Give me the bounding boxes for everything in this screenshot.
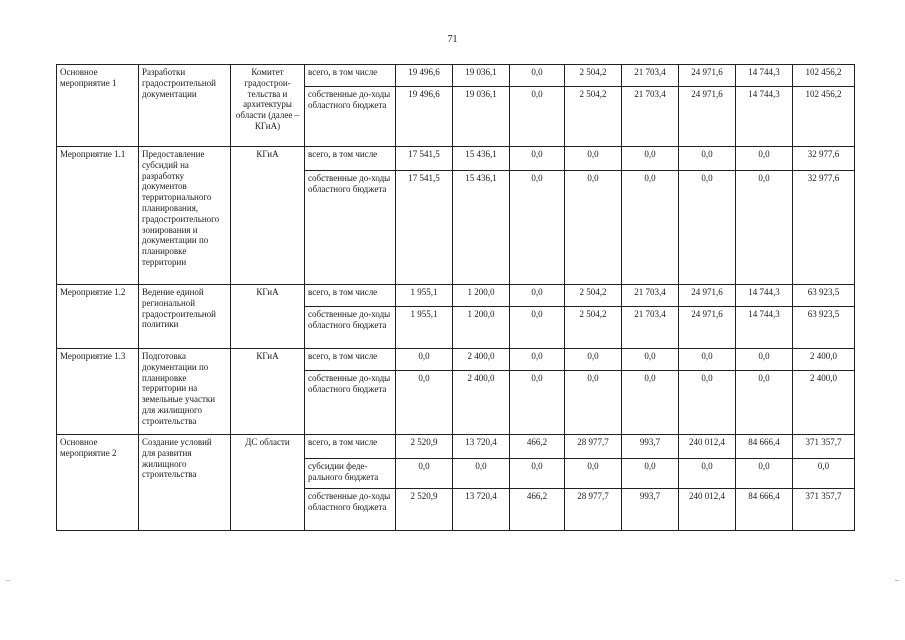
name-cell: Ведение единой региональной градостроительной политики <box>139 285 231 349</box>
value-cell: 0,0 <box>565 349 622 371</box>
value-cell: 14 744,3 <box>736 285 793 307</box>
value-cell: 0,0 <box>510 171 565 285</box>
value-cell: 2 504,2 <box>565 285 622 307</box>
value-cell: 371 357,7 <box>793 435 855 459</box>
value-cell: 63 923,5 <box>793 285 855 307</box>
source-cell: всего, в том числе <box>305 349 396 371</box>
activity-cell: Основное мероприятие 2 <box>57 435 139 531</box>
value-cell: 0,0 <box>679 371 736 435</box>
value-cell: 21 703,4 <box>622 65 679 87</box>
value-cell: 84 666,4 <box>736 435 793 459</box>
value-cell: 0,0 <box>510 349 565 371</box>
activity-cell: Мероприятие 1.2 <box>57 285 139 349</box>
page-number: 71 <box>447 34 458 45</box>
value-cell: 15 436,1 <box>453 171 510 285</box>
value-cell: 0,0 <box>679 459 736 489</box>
value-cell: 0,0 <box>396 349 453 371</box>
table-row <box>57 65 855 87</box>
value-cell: 993,7 <box>622 435 679 459</box>
value-cell: 1 955,1 <box>396 307 453 349</box>
value-cell: 371 357,7 <box>793 489 855 531</box>
activity-cell: Основное мероприятие 1 <box>57 65 139 147</box>
value-cell: 2 504,2 <box>565 65 622 87</box>
scan-mark <box>6 580 10 581</box>
value-cell: 2 520,9 <box>396 435 453 459</box>
value-cell: 1 200,0 <box>453 285 510 307</box>
value-cell: 63 923,5 <box>793 307 855 349</box>
executor-cell: КГиА <box>231 349 305 435</box>
value-cell: 0,0 <box>736 371 793 435</box>
value-cell: 102 456,2 <box>793 87 855 147</box>
value-cell: 102 456,2 <box>793 65 855 87</box>
value-cell: 0,0 <box>679 171 736 285</box>
value-cell: 15 436,1 <box>453 147 510 171</box>
value-cell: 1 955,1 <box>396 285 453 307</box>
value-cell: 2 400,0 <box>453 371 510 435</box>
value-cell: 1 200,0 <box>453 307 510 349</box>
value-cell: 14 744,3 <box>736 65 793 87</box>
value-cell: 466,2 <box>510 489 565 531</box>
name-cell: Предоставление субсидий на разработку документов территориального планирования, градостроительного зонирования и документации по планировке территории <box>139 147 231 285</box>
value-cell: 24 971,6 <box>679 87 736 147</box>
value-cell: 24 971,6 <box>679 65 736 87</box>
value-cell: 0,0 <box>510 285 565 307</box>
source-cell: собственные до-ходы областного бюджета <box>305 171 396 285</box>
value-cell: 0,0 <box>510 65 565 87</box>
value-cell: 2 400,0 <box>793 371 855 435</box>
scan-mark <box>895 580 899 581</box>
value-cell: 0,0 <box>565 459 622 489</box>
source-cell: собственные до-ходы областного бюджета <box>305 87 396 147</box>
value-cell: 0,0 <box>736 171 793 285</box>
value-cell: 466,2 <box>510 435 565 459</box>
value-cell: 0,0 <box>736 147 793 171</box>
table-row <box>57 285 855 307</box>
value-cell: 2 504,2 <box>565 87 622 147</box>
activity-cell: Мероприятие 1.1 <box>57 147 139 285</box>
budget-table <box>56 64 855 531</box>
value-cell: 13 720,4 <box>453 489 510 531</box>
value-cell: 0,0 <box>453 459 510 489</box>
value-cell: 21 703,4 <box>622 285 679 307</box>
value-cell: 21 703,4 <box>622 307 679 349</box>
value-cell: 0,0 <box>622 371 679 435</box>
value-cell: 0,0 <box>679 147 736 171</box>
value-cell: 17 541,5 <box>396 147 453 171</box>
executor-cell: КГиА <box>231 285 305 349</box>
value-cell: 28 977,7 <box>565 489 622 531</box>
value-cell: 2 400,0 <box>453 349 510 371</box>
value-cell: 0,0 <box>510 87 565 147</box>
value-cell: 0,0 <box>622 171 679 285</box>
value-cell: 19 036,1 <box>453 65 510 87</box>
source-cell: всего, в том числе <box>305 65 396 87</box>
value-cell: 19 036,1 <box>453 87 510 147</box>
table-row <box>57 349 855 371</box>
value-cell: 2 504,2 <box>565 307 622 349</box>
source-cell: всего, в том числе <box>305 147 396 171</box>
value-cell: 24 971,6 <box>679 285 736 307</box>
value-cell: 0,0 <box>565 147 622 171</box>
table-row <box>57 435 855 459</box>
source-cell: всего, в том числе <box>305 435 396 459</box>
value-cell: 0,0 <box>510 371 565 435</box>
value-cell: 993,7 <box>622 489 679 531</box>
value-cell: 0,0 <box>510 459 565 489</box>
source-cell: собственные до-ходы областного бюджета <box>305 371 396 435</box>
value-cell: 24 971,6 <box>679 307 736 349</box>
value-cell: 0,0 <box>510 307 565 349</box>
value-cell: 2 400,0 <box>793 349 855 371</box>
value-cell: 0,0 <box>622 147 679 171</box>
value-cell: 0,0 <box>510 147 565 171</box>
value-cell: 0,0 <box>565 371 622 435</box>
name-cell: Создание условий для развития жилищного строительства <box>139 435 231 531</box>
name-cell: Подготовка документации по планировке территории на земельные участки для жилищного строительства <box>139 349 231 435</box>
source-cell: собственные до-ходы областного бюджета <box>305 307 396 349</box>
value-cell: 240 012,4 <box>679 489 736 531</box>
value-cell: 0,0 <box>679 349 736 371</box>
value-cell: 240 012,4 <box>679 435 736 459</box>
value-cell: 0,0 <box>736 459 793 489</box>
value-cell: 13 720,4 <box>453 435 510 459</box>
value-cell: 0,0 <box>565 171 622 285</box>
value-cell: 19 496,6 <box>396 87 453 147</box>
value-cell: 84 666,4 <box>736 489 793 531</box>
value-cell: 2 520,9 <box>396 489 453 531</box>
value-cell: 19 496,6 <box>396 65 453 87</box>
value-cell: 0,0 <box>396 371 453 435</box>
source-cell: субсидии феде-рального бюджета <box>305 459 396 489</box>
value-cell: 14 744,3 <box>736 307 793 349</box>
executor-cell: ДС области <box>231 435 305 531</box>
activity-cell: Мероприятие 1.3 <box>57 349 139 435</box>
value-cell: 28 977,7 <box>565 435 622 459</box>
name-cell: Разработки градостроительной документации <box>139 65 231 147</box>
value-cell: 17 541,5 <box>396 171 453 285</box>
value-cell: 0,0 <box>622 349 679 371</box>
value-cell: 0,0 <box>793 459 855 489</box>
source-cell: всего, в том числе <box>305 285 396 307</box>
value-cell: 32 977,6 <box>793 171 855 285</box>
value-cell: 0,0 <box>736 349 793 371</box>
executor-cell: Комитет градострои-тельства и архитектуры области (далее – КГиА) <box>231 65 305 147</box>
table-row <box>57 147 855 171</box>
value-cell: 21 703,4 <box>622 87 679 147</box>
source-cell: собственные до-ходы областного бюджета <box>305 489 396 531</box>
executor-cell: КГиА <box>231 147 305 285</box>
table-body <box>57 65 855 531</box>
value-cell: 14 744,3 <box>736 87 793 147</box>
value-cell: 0,0 <box>396 459 453 489</box>
value-cell: 32 977,6 <box>793 147 855 171</box>
value-cell: 0,0 <box>622 459 679 489</box>
